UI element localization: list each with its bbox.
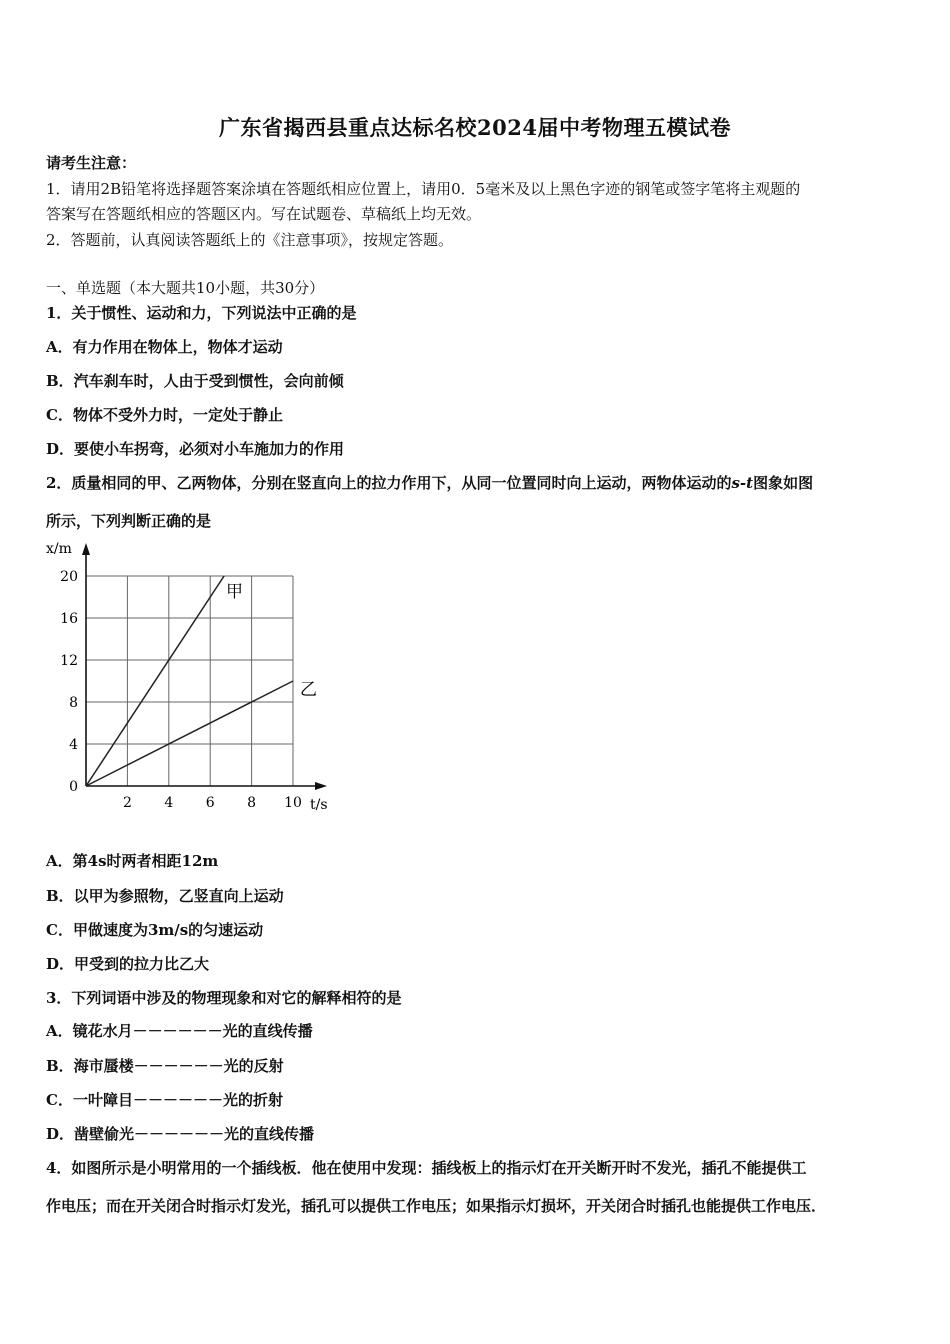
x-axis-arrow [315,782,327,790]
q2-option-a: A．第4s时两者相距12m [46,852,219,870]
chart-ticks [60,569,302,811]
q1-option-d: D．要使小车拐弯，必须对小车施加力的作用 [46,440,345,458]
q3-option-d: D．凿壁偷光－－－－－－光的直线传播 [46,1125,315,1143]
question-2-stem [46,472,813,493]
y-tick-label: 12 [60,653,78,669]
notice-item: 2．答题前，认真阅读答题纸上的《注意事项》，按规定答题。 [46,231,454,249]
q3-option-b: B．海市蜃楼－－－－－－光的反射 [46,1057,284,1075]
q2-stem-end: 图象如图 [753,474,814,492]
q1-option-a: A．有力作用在物体上，物体才运动 [46,338,283,356]
x-tick-label: 4 [164,795,174,811]
y-tick-label: 20 [60,569,78,585]
y-tick-label: 16 [60,611,78,627]
x-tick-label: 6 [205,795,215,811]
page-title: 广东省揭西县重点达标名校2024届中考物理五模试卷 [219,115,731,140]
chart-series [86,576,293,786]
series-line-yi [86,681,293,786]
y-axis-label: x/m [46,541,72,557]
x-tick-label: 10 [284,795,302,811]
chart-grid [86,576,293,786]
x-axis-label: t/s [310,797,328,813]
series-label-jia: 甲 [226,582,243,602]
q3-option-a: A．镜花水月－－－－－－光的直线传播 [46,1022,313,1040]
notice-heading: 请考生注意： [46,154,137,172]
notice-item: 1．请用2B铅笔将选择题答案涂填在答题纸相应位置上，请用0．5毫米及以上黑色字迹的钢笔或签字笔将主观题的 [46,180,801,198]
q3-option-c: C．一叶障目－－－－－－光的折射 [46,1091,283,1109]
section-heading: 一、单选题（本大题共10小题，共30分） [46,279,325,297]
question-1-stem: 1．关于惯性、运动和力，下列说法中正确的是 [46,304,357,322]
q1-option-b: B．汽车刹车时，人由于受到惯性，会向前倾 [46,372,344,390]
question-4-line1: 4．如图所示是小明常用的一个插线板．他在使用中发现：插线板上的指示灯在开关断开时不发光，插孔不能提供工 [46,1159,807,1177]
y-tick-label: 0 [69,779,78,795]
series-label-yi: 乙 [300,680,317,700]
series-line-jia [86,576,224,786]
q1-option-c: C．物体不受外力时，一定处于静止 [46,406,283,424]
q2-stem-italic: s-t [731,474,754,492]
y-tick-label: 8 [69,695,78,711]
question-4-line2: 作电压；而在开关闭合时指示灯发光，插孔可以提供工作电压；如果指示灯损坏，开关闭合时插孔也能提供工作电压． [46,1197,827,1215]
question-2-stem-line2: 所示，下列判断正确的是 [46,512,212,530]
q2-option-b: B．以甲为参照物，乙竖直向上运动 [46,887,284,905]
chart-axes [82,543,327,790]
q2-stem-text: 2．质量相同的甲、乙两物体，分别在竖直向上的拉力作用下，从同一位置同时向上运动，两物体运动的 [46,474,732,492]
q2-option-c: C．甲做速度为3m/s的匀速运动 [46,921,264,939]
y-tick-label: 4 [69,737,78,753]
x-tick-label: 8 [247,795,257,811]
notice-item: 答案写在答题纸相应的答题区内。写在试题卷、草稿纸上均无效。 [46,205,482,223]
question-3-stem: 3．下列词语中涉及的物理现象和对它的解释相符的是 [46,989,402,1007]
st-graph [38,535,338,825]
q2-option-d: D．甲受到的拉力比乙大 [46,955,210,973]
y-axis-arrow [82,543,90,555]
x-tick-label: 2 [122,795,132,811]
